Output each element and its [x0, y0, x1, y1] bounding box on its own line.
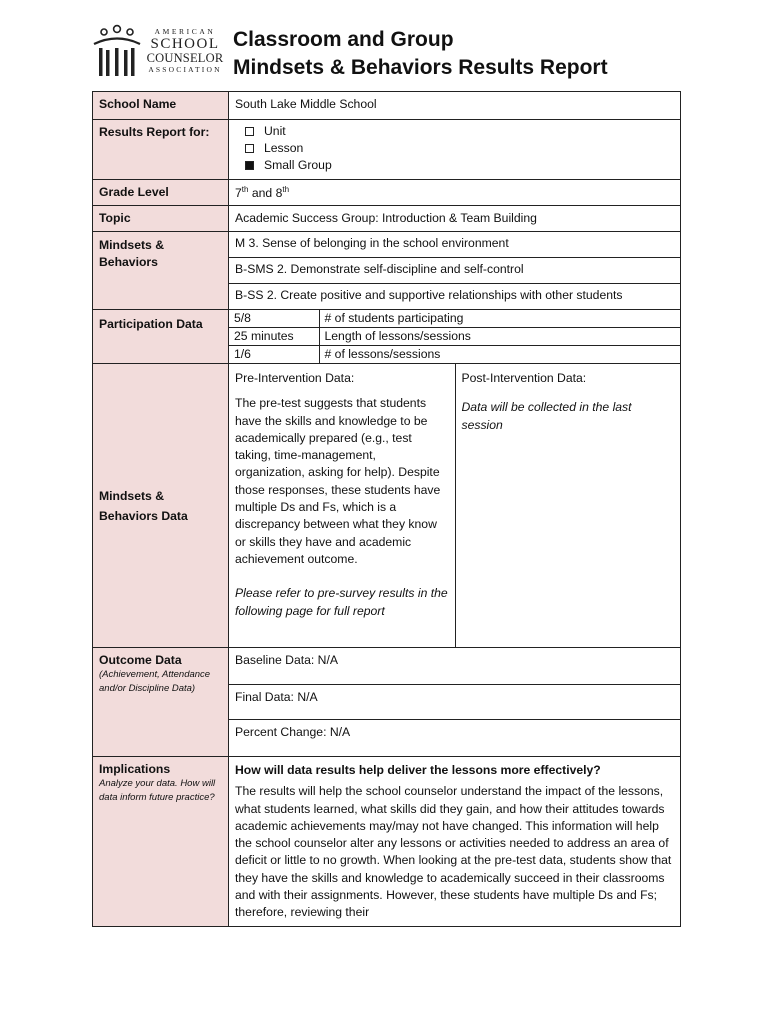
pre-post-row — [229, 364, 680, 647]
table-row — [229, 720, 680, 757]
participation-desc: Length of lessons/sessions — [319, 328, 680, 346]
post-intervention-column — [455, 364, 680, 647]
table-row — [229, 685, 680, 720]
row-grade-level — [93, 180, 681, 206]
topic-value: Academic Success Group: Introduction & Team Building — [229, 206, 681, 232]
pre-intervention-heading: Pre-Intervention Data: — [235, 371, 355, 385]
implications-label: Implications — [99, 762, 171, 776]
outcome-data-label-cell — [93, 648, 229, 757]
lesson-checkbox[interactable] — [245, 144, 254, 153]
pre-intervention-column — [229, 364, 455, 647]
participation-value: 5/8 — [229, 310, 319, 328]
implications-sublabel: Analyze your data. How will data inform future practice? — [99, 778, 216, 803]
page-title-line-2: Mindsets & Behaviors Results Report — [233, 56, 608, 79]
table-row — [229, 346, 680, 364]
logo-line-counselor: COUNSELOR — [146, 50, 224, 65]
logo-line-association: ASSOCIATION — [148, 65, 222, 74]
school-name-value: South Lake Middle School — [229, 92, 681, 120]
participation-desc: # of lessons/sessions — [319, 346, 680, 364]
mindset-item-m3: M 3. Sense of belonging in the school environment — [229, 232, 680, 258]
option-small-group-label: Small Group — [264, 158, 332, 172]
mindsets-behaviors-inner — [229, 232, 680, 309]
row-outcome-data — [93, 648, 681, 757]
row-school-name — [93, 92, 681, 120]
option-lesson-label: Lesson — [264, 141, 304, 155]
school-name-label: School Name — [93, 92, 229, 120]
option-unit-label: Unit — [264, 124, 286, 138]
grade-level-second-suffix: th — [282, 185, 290, 194]
participation-value: 25 minutes — [229, 328, 319, 346]
logo-line-american: AMERICAN — [154, 27, 216, 36]
outcome-data-cell — [229, 648, 681, 757]
table-row — [229, 310, 680, 328]
participation-inner — [229, 310, 680, 363]
mindsets-behaviors-data-cell — [229, 364, 681, 648]
page-title — [233, 26, 608, 82]
pre-intervention-body: The pre-test suggests that students have the skills and knowledge to be academically prepared (e.g., test taking, time-management, organization, asking for help). Despite those responses, these students have multiple Ds and Fs, which is a discrepancy between what they know or skills they have and academic achievement outcome. — [235, 396, 441, 566]
asca-wordmark — [142, 28, 228, 74]
percent-change: Percent Change: N/A — [235, 725, 351, 739]
row-implications — [93, 757, 681, 927]
pre-post-table — [229, 364, 680, 647]
grade-level-and: and — [248, 186, 276, 201]
table-row — [229, 328, 680, 346]
page-title-line-1: Classroom and Group — [233, 28, 454, 51]
implications-question: How will data results help deliver the lessons more effectively? — [235, 763, 601, 777]
pre-intervention-note: Please refer to pre-survey results in the following page for full report — [235, 586, 448, 618]
baseline-data: Baseline Data: N/A — [229, 648, 680, 685]
row-participation-data — [93, 310, 681, 364]
list-item — [229, 232, 680, 258]
list-item — [229, 258, 680, 284]
behavior-item-bsms2: B-SMS 2. Demonstrate self-discipline and self-control — [229, 258, 680, 284]
participation-data-label: Participation Data — [93, 310, 229, 364]
post-intervention-heading: Post-Intervention Data: — [461, 371, 587, 385]
option-lesson[interactable] — [235, 140, 674, 157]
small-group-checkbox[interactable] — [245, 161, 254, 170]
table-row — [229, 648, 680, 685]
implications-label-cell — [93, 757, 229, 927]
asca-logo — [92, 24, 228, 80]
topic-label: Topic — [93, 206, 229, 232]
implications-cell — [229, 757, 681, 927]
grade-level-first: 7 — [235, 186, 242, 201]
mindsets-behaviors-label: Mindsets & Behaviors — [93, 232, 229, 310]
row-mindsets-behaviors-data — [93, 364, 681, 648]
mindsets-behaviors-data-label: Mindsets & Behaviors Data — [93, 364, 229, 648]
post-intervention-note: Data will be collected in the last session — [461, 400, 632, 432]
mindsets-behaviors-list — [229, 232, 681, 310]
outcome-data-sublabel: (Achievement, Attendance and/or Discipline Data) — [99, 669, 211, 694]
results-for-options — [229, 120, 681, 180]
unit-checkbox[interactable] — [245, 127, 254, 136]
grade-level-second: 8 — [275, 186, 283, 201]
asca-emblem-icon — [92, 24, 142, 80]
row-results-report-for — [93, 120, 681, 180]
grade-level-first-suffix: th — [241, 185, 249, 194]
results-for-label: Results Report for: — [93, 120, 229, 180]
grade-level-label: Grade Level — [93, 180, 229, 206]
list-item — [229, 284, 680, 310]
final-data: Final Data: N/A — [229, 685, 680, 720]
outcome-data-label: Outcome Data — [99, 653, 182, 667]
option-small-group[interactable] — [235, 157, 674, 174]
logo-line-school: SCHOOL — [150, 35, 220, 52]
participation-data-table — [229, 310, 681, 364]
participation-value: 1/6 — [229, 346, 319, 364]
participation-desc: # of students participating — [324, 311, 464, 325]
results-report-table — [92, 91, 681, 927]
option-unit[interactable] — [235, 123, 674, 140]
implications-body: The results will help the school counselor understand the impact of the lessons, what students learned, what skills did they gain, and how their attitudes towards academic achievements may/may not have changed. This information will help the school counselor alter any lessons or activities needed to address an area of deficit or little to no growth. When looking at the pre-test data, students show that they have the skills and knowledge to academically succeed in their classrooms and with their assignments. However, these students have multiple Ds and Fs; therefore, reviewing their — [235, 784, 672, 920]
grade-level-value — [229, 180, 681, 206]
row-mindsets-behaviors — [93, 232, 681, 310]
outcome-inner — [229, 648, 680, 756]
behavior-item-bss2: B-SS 2. Create positive and supportive relationships with other students — [235, 288, 623, 302]
row-topic — [93, 206, 681, 232]
